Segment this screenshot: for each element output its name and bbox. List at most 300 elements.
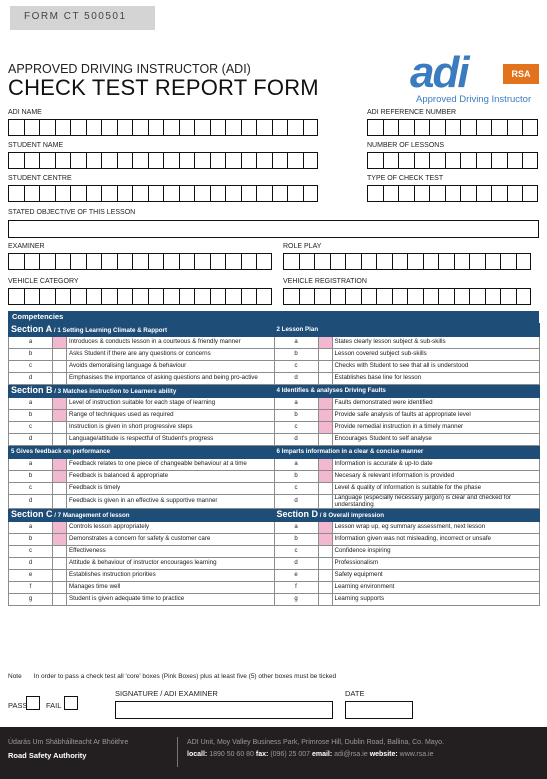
input-cell[interactable] [445, 119, 461, 136]
input-cell[interactable] [256, 119, 272, 136]
input-cell[interactable] [398, 119, 414, 136]
type-of-check-test-field[interactable] [367, 185, 538, 202]
core-tick-box[interactable] [53, 534, 67, 546]
core-tick-box[interactable] [318, 398, 332, 410]
input-cell[interactable] [148, 288, 164, 305]
competency-text: Provide safe analysis of faults at appropriate level [332, 410, 540, 422]
input-cell[interactable] [39, 253, 55, 270]
competency-text: Information given was not misleading, incorrect or unsafe [332, 534, 540, 546]
input-cell[interactable] [241, 152, 257, 169]
input-cell[interactable] [500, 288, 516, 305]
email-link[interactable]: adi@rsa.ie [334, 751, 368, 758]
input-cell[interactable] [24, 288, 40, 305]
input-cell[interactable] [179, 119, 195, 136]
input-cell[interactable] [55, 119, 71, 136]
input-cell[interactable] [423, 288, 439, 305]
fax-label: fax: [255, 751, 269, 758]
competency-letter: a [9, 522, 53, 534]
signature-label: SIGNATURE / ADI EXAMINER [115, 689, 218, 698]
input-cell[interactable] [392, 288, 408, 305]
competency-text: Learning environment [332, 582, 540, 594]
core-tick-box[interactable] [318, 534, 332, 546]
input-cell[interactable] [163, 288, 179, 305]
input-cell[interactable] [39, 288, 55, 305]
tick-box[interactable] [53, 558, 67, 570]
input-cell[interactable] [148, 119, 164, 136]
vehicle-category-field[interactable] [8, 288, 272, 305]
input-cell[interactable] [491, 119, 507, 136]
email-label: email: [311, 751, 333, 758]
competency-text: Language/attitude is respectful of Student's progress [67, 434, 275, 446]
input-cell[interactable] [303, 185, 319, 202]
tick-box[interactable] [53, 570, 67, 582]
rsa-badge: RSA [503, 64, 539, 84]
competency-letter: d [274, 373, 318, 385]
student-centre-label: STUDENT CENTRE [8, 175, 72, 182]
input-cell[interactable] [101, 185, 117, 202]
competency-letter: b [274, 534, 318, 546]
section-title: 4 Identifies & analyses Driving Faults [276, 386, 386, 394]
footer-address: ADI Unit, Moy Valley Business Park, Primrose Hill, Dublin Road, Ballina, Co. Mayo. [187, 739, 445, 746]
input-cell[interactable] [8, 185, 24, 202]
input-cell[interactable] [361, 253, 377, 270]
input-cell[interactable] [101, 152, 117, 169]
input-cell[interactable] [438, 253, 454, 270]
tick-box[interactable] [318, 570, 332, 582]
input-cell[interactable] [225, 119, 241, 136]
input-cell[interactable] [70, 185, 86, 202]
competency-letter: e [9, 570, 53, 582]
input-cell[interactable] [225, 253, 241, 270]
input-cell[interactable] [225, 152, 241, 169]
input-cell[interactable] [445, 185, 461, 202]
core-tick-box[interactable] [53, 471, 67, 483]
input-cell[interactable] [423, 253, 439, 270]
competency-text: Lesson wrap up, eg summary assessment, next lesson [332, 522, 540, 534]
competency-letter: c [9, 422, 53, 434]
input-cell[interactable] [522, 185, 538, 202]
competency-letter: f [9, 582, 53, 594]
section-heading-left [9, 509, 275, 522]
input-cell[interactable] [330, 253, 346, 270]
competency-text: Information is accurate & up-to date [332, 459, 540, 471]
input-cell[interactable] [241, 185, 257, 202]
section-heading-left [9, 446, 275, 459]
competency-row [9, 546, 540, 558]
core-tick-box[interactable] [53, 459, 67, 471]
website-label: website: [369, 751, 398, 758]
competency-row [9, 522, 540, 534]
input-cell[interactable] [117, 253, 133, 270]
competency-text: Feedback is timely [67, 483, 275, 495]
input-cell[interactable] [256, 152, 272, 169]
input-cell[interactable] [287, 119, 303, 136]
input-cell[interactable] [445, 152, 461, 169]
input-cell[interactable] [299, 288, 315, 305]
input-cell[interactable] [272, 152, 288, 169]
footer [0, 727, 547, 779]
section-row [9, 385, 540, 398]
input-cell[interactable] [70, 288, 86, 305]
website-link[interactable]: www.rsa.ie [399, 751, 434, 758]
input-cell[interactable] [299, 253, 315, 270]
form-title: CHECK TEST REPORT FORM [8, 75, 319, 100]
competency-text: Effectiveness [67, 546, 275, 558]
input-cell[interactable] [194, 152, 210, 169]
input-cell[interactable] [55, 253, 71, 270]
input-cell[interactable] [8, 119, 24, 136]
input-cell[interactable] [507, 152, 523, 169]
competency-row [9, 410, 540, 422]
tick-box[interactable] [53, 594, 67, 606]
competency-row [9, 570, 540, 582]
competency-row [9, 422, 540, 434]
competency-letter: b [9, 471, 53, 483]
input-cell[interactable] [500, 253, 516, 270]
date-field[interactable] [345, 701, 413, 719]
adi-reference-field[interactable] [367, 119, 538, 136]
input-cell[interactable] [522, 119, 538, 136]
input-cell[interactable] [39, 152, 55, 169]
input-cell[interactable] [70, 253, 86, 270]
input-cell[interactable] [469, 288, 485, 305]
input-cell[interactable] [86, 253, 102, 270]
footer-divider [177, 737, 178, 767]
input-cell[interactable] [117, 288, 133, 305]
competency-row [9, 495, 540, 509]
input-cell[interactable] [117, 152, 133, 169]
input-cell[interactable] [241, 119, 257, 136]
tick-box[interactable] [318, 434, 332, 446]
section-title: / 8 Overall impression [318, 511, 385, 519]
input-cell[interactable] [287, 152, 303, 169]
core-tick-box[interactable] [318, 410, 332, 422]
input-cell[interactable] [367, 152, 383, 169]
input-cell[interactable] [376, 288, 392, 305]
tick-box[interactable] [318, 349, 332, 361]
input-cell[interactable] [407, 288, 423, 305]
tick-box[interactable] [318, 483, 332, 495]
core-tick-box[interactable] [318, 459, 332, 471]
section-prefix: Section A [11, 323, 53, 334]
form-code: FORM CT 500501 [10, 6, 155, 30]
input-cell[interactable] [476, 185, 492, 202]
input-cell[interactable] [367, 119, 383, 136]
section-row [9, 446, 540, 459]
competencies-header: Competencies [8, 311, 539, 323]
input-cell[interactable] [70, 152, 86, 169]
input-cell[interactable] [516, 253, 532, 270]
core-tick-box[interactable] [318, 522, 332, 534]
input-cell[interactable] [8, 288, 24, 305]
tick-box[interactable] [53, 361, 67, 373]
core-tick-box[interactable] [318, 337, 332, 349]
student-centre-field[interactable] [8, 185, 318, 202]
input-cell[interactable] [55, 185, 71, 202]
tick-box[interactable] [318, 546, 332, 558]
input-cell[interactable] [507, 185, 523, 202]
input-cell[interactable] [303, 152, 319, 169]
note-text: In order to pass a check test all 'core' boxes (Pink Boxes) plus at least five (5) other boxes must be ticked [33, 673, 337, 680]
input-cell[interactable] [101, 288, 117, 305]
input-cell[interactable] [429, 185, 445, 202]
input-cell[interactable] [194, 185, 210, 202]
competency-row [9, 434, 540, 446]
input-cell[interactable] [398, 185, 414, 202]
input-cell[interactable] [522, 152, 538, 169]
input-cell[interactable] [256, 253, 272, 270]
competency-row [9, 349, 540, 361]
input-cell[interactable] [86, 119, 102, 136]
input-cell[interactable] [272, 119, 288, 136]
locall-number: 1890 50 60 80 [209, 751, 254, 758]
input-cell[interactable] [163, 119, 179, 136]
input-cell[interactable] [179, 185, 195, 202]
competency-letter: d [9, 434, 53, 446]
section-heading-right [274, 446, 540, 459]
input-cell[interactable] [117, 119, 133, 136]
input-cell[interactable] [179, 288, 195, 305]
adi-name-field[interactable] [8, 119, 318, 136]
vehicle-registration-field[interactable] [283, 288, 531, 305]
competency-letter: d [274, 495, 318, 509]
competency-letter: d [9, 558, 53, 570]
input-cell[interactable] [8, 253, 24, 270]
competency-letter: b [9, 410, 53, 422]
competency-text: Level of instruction suitable for each stage of learning [67, 398, 275, 410]
input-cell[interactable] [225, 288, 241, 305]
tick-box[interactable] [318, 373, 332, 385]
input-cell[interactable] [39, 185, 55, 202]
core-tick-box[interactable] [53, 398, 67, 410]
input-cell[interactable] [70, 119, 86, 136]
competency-letter: c [9, 546, 53, 558]
input-cell[interactable] [256, 185, 272, 202]
input-cell[interactable] [361, 288, 377, 305]
input-cell[interactable] [414, 119, 430, 136]
competency-text: Manages time well [67, 582, 275, 594]
competency-row [9, 594, 540, 606]
tick-box[interactable] [318, 361, 332, 373]
input-cell[interactable] [383, 119, 399, 136]
input-cell[interactable] [376, 253, 392, 270]
competency-text: Establishes instruction priorities [67, 570, 275, 582]
input-cell[interactable] [330, 288, 346, 305]
input-cell[interactable] [117, 185, 133, 202]
competency-text: Establishes base line for lesson [332, 373, 540, 385]
stated-objective-field[interactable] [8, 220, 539, 238]
examiner-field[interactable] [8, 253, 272, 270]
input-cell[interactable] [283, 288, 299, 305]
input-cell[interactable] [24, 185, 40, 202]
input-cell[interactable] [163, 185, 179, 202]
tick-box[interactable] [53, 434, 67, 446]
pass-criteria-note [8, 673, 336, 680]
input-cell[interactable] [256, 288, 272, 305]
core-tick-box[interactable] [318, 471, 332, 483]
competency-row [9, 483, 540, 495]
tick-box[interactable] [53, 422, 67, 434]
input-cell[interactable] [210, 185, 226, 202]
input-cell[interactable] [132, 288, 148, 305]
input-cell[interactable] [163, 152, 179, 169]
input-cell[interactable] [383, 185, 399, 202]
input-cell[interactable] [163, 253, 179, 270]
input-cell[interactable] [429, 119, 445, 136]
competency-letter: c [274, 422, 318, 434]
input-cell[interactable] [460, 119, 476, 136]
input-cell[interactable] [179, 152, 195, 169]
input-cell[interactable] [398, 152, 414, 169]
input-cell[interactable] [367, 185, 383, 202]
tick-box[interactable] [53, 546, 67, 558]
input-cell[interactable] [491, 152, 507, 169]
input-cell[interactable] [194, 119, 210, 136]
input-cell[interactable] [383, 152, 399, 169]
competency-letter: d [9, 495, 53, 509]
input-cell[interactable] [101, 119, 117, 136]
input-cell[interactable] [86, 185, 102, 202]
section-prefix: Section C [11, 508, 53, 519]
input-cell[interactable] [476, 119, 492, 136]
core-tick-box[interactable] [53, 410, 67, 422]
input-cell[interactable] [210, 253, 226, 270]
student-name-field[interactable] [8, 152, 318, 169]
tick-box[interactable] [53, 349, 67, 361]
input-cell[interactable] [314, 253, 330, 270]
input-cell[interactable] [345, 288, 361, 305]
tick-box[interactable] [53, 582, 67, 594]
input-cell[interactable] [414, 185, 430, 202]
competency-letter: b [274, 349, 318, 361]
footer-contacts [187, 751, 434, 758]
input-cell[interactable] [86, 288, 102, 305]
input-cell[interactable] [314, 288, 330, 305]
input-cell[interactable] [283, 253, 299, 270]
competency-text: Demonstrates a concern for safety & customer care [67, 534, 275, 546]
input-cell[interactable] [179, 253, 195, 270]
input-cell[interactable] [8, 152, 24, 169]
student-name-label: STUDENT NAME [8, 142, 64, 149]
input-cell[interactable] [132, 152, 148, 169]
competency-text: Language (especially necessary jargon) is clear and checked for understanding [332, 495, 540, 509]
competency-letter: d [9, 373, 53, 385]
input-cell[interactable] [132, 253, 148, 270]
footer-org-name: Road Safety Authority [8, 751, 87, 760]
tick-box[interactable] [318, 558, 332, 570]
competency-text: Asks Student if there are any questions or concerns [67, 349, 275, 361]
input-cell[interactable] [210, 288, 226, 305]
competency-text: Emphasises the importance of asking questions and being pro-active [67, 373, 275, 385]
input-cell[interactable] [287, 185, 303, 202]
input-cell[interactable] [148, 152, 164, 169]
tick-box[interactable] [318, 582, 332, 594]
tick-box[interactable] [318, 594, 332, 606]
input-cell[interactable] [345, 253, 361, 270]
input-cell[interactable] [485, 253, 501, 270]
number-of-lessons-field[interactable] [367, 152, 538, 169]
input-cell[interactable] [491, 185, 507, 202]
adi-logo [410, 48, 540, 108]
input-cell[interactable] [148, 185, 164, 202]
core-tick-box[interactable] [53, 337, 67, 349]
competency-row [9, 398, 540, 410]
core-tick-box[interactable] [53, 522, 67, 534]
input-cell[interactable] [194, 288, 210, 305]
input-cell[interactable] [414, 152, 430, 169]
input-cell[interactable] [101, 253, 117, 270]
fail-checkbox[interactable] [64, 696, 78, 710]
section-title: 5 Gives feedback on performance [11, 447, 111, 455]
input-cell[interactable] [39, 119, 55, 136]
input-cell[interactable] [272, 185, 288, 202]
input-cell[interactable] [86, 152, 102, 169]
tick-box[interactable] [318, 495, 332, 509]
competency-letter: c [274, 361, 318, 373]
input-cell[interactable] [454, 253, 470, 270]
tick-box[interactable] [53, 495, 67, 509]
input-cell[interactable] [303, 119, 319, 136]
input-cell[interactable] [132, 185, 148, 202]
section-heading-left [9, 385, 275, 398]
section-title: / 7 Management of lesson [52, 511, 130, 519]
core-tick-box[interactable] [318, 422, 332, 434]
competency-text: Student is given adequate time to practice [67, 594, 275, 606]
input-cell[interactable] [132, 119, 148, 136]
input-cell[interactable] [194, 253, 210, 270]
competency-letter: e [274, 570, 318, 582]
input-cell[interactable] [454, 288, 470, 305]
input-cell[interactable] [24, 253, 40, 270]
competency-letter: d [274, 558, 318, 570]
competency-text: Feedback is balanced & appropriate [67, 471, 275, 483]
input-cell[interactable] [55, 152, 71, 169]
input-cell[interactable] [55, 288, 71, 305]
competency-text: Feedback relates to one piece of changeable behaviour at a time [67, 459, 275, 471]
input-cell[interactable] [516, 288, 532, 305]
input-cell[interactable] [241, 288, 257, 305]
signature-field[interactable] [115, 701, 333, 719]
competency-text: Avoids demoralising language & behaviour [67, 361, 275, 373]
stated-objective-label: STATED OBJECTIVE OF THIS LESSON [8, 209, 136, 216]
input-cell[interactable] [460, 152, 476, 169]
role-play-field[interactable] [283, 253, 531, 270]
competency-row [9, 558, 540, 570]
input-cell[interactable] [476, 152, 492, 169]
input-cell[interactable] [24, 119, 40, 136]
competency-letter: g [274, 594, 318, 606]
input-cell[interactable] [24, 152, 40, 169]
input-cell[interactable] [210, 152, 226, 169]
input-cell[interactable] [148, 253, 164, 270]
adi-reference-label: ADI REFERENCE NUMBER [367, 109, 457, 116]
input-cell[interactable] [460, 185, 476, 202]
input-cell[interactable] [210, 119, 226, 136]
section-heading-right [274, 385, 540, 398]
tick-box[interactable] [53, 483, 67, 495]
pass-checkbox[interactable] [26, 696, 40, 710]
input-cell[interactable] [407, 253, 423, 270]
input-cell[interactable] [241, 253, 257, 270]
input-cell[interactable] [429, 152, 445, 169]
tick-box[interactable] [53, 373, 67, 385]
input-cell[interactable] [392, 253, 408, 270]
input-cell[interactable] [438, 288, 454, 305]
input-cell[interactable] [469, 253, 485, 270]
input-cell[interactable] [507, 119, 523, 136]
input-cell[interactable] [225, 185, 241, 202]
input-cell[interactable] [485, 288, 501, 305]
